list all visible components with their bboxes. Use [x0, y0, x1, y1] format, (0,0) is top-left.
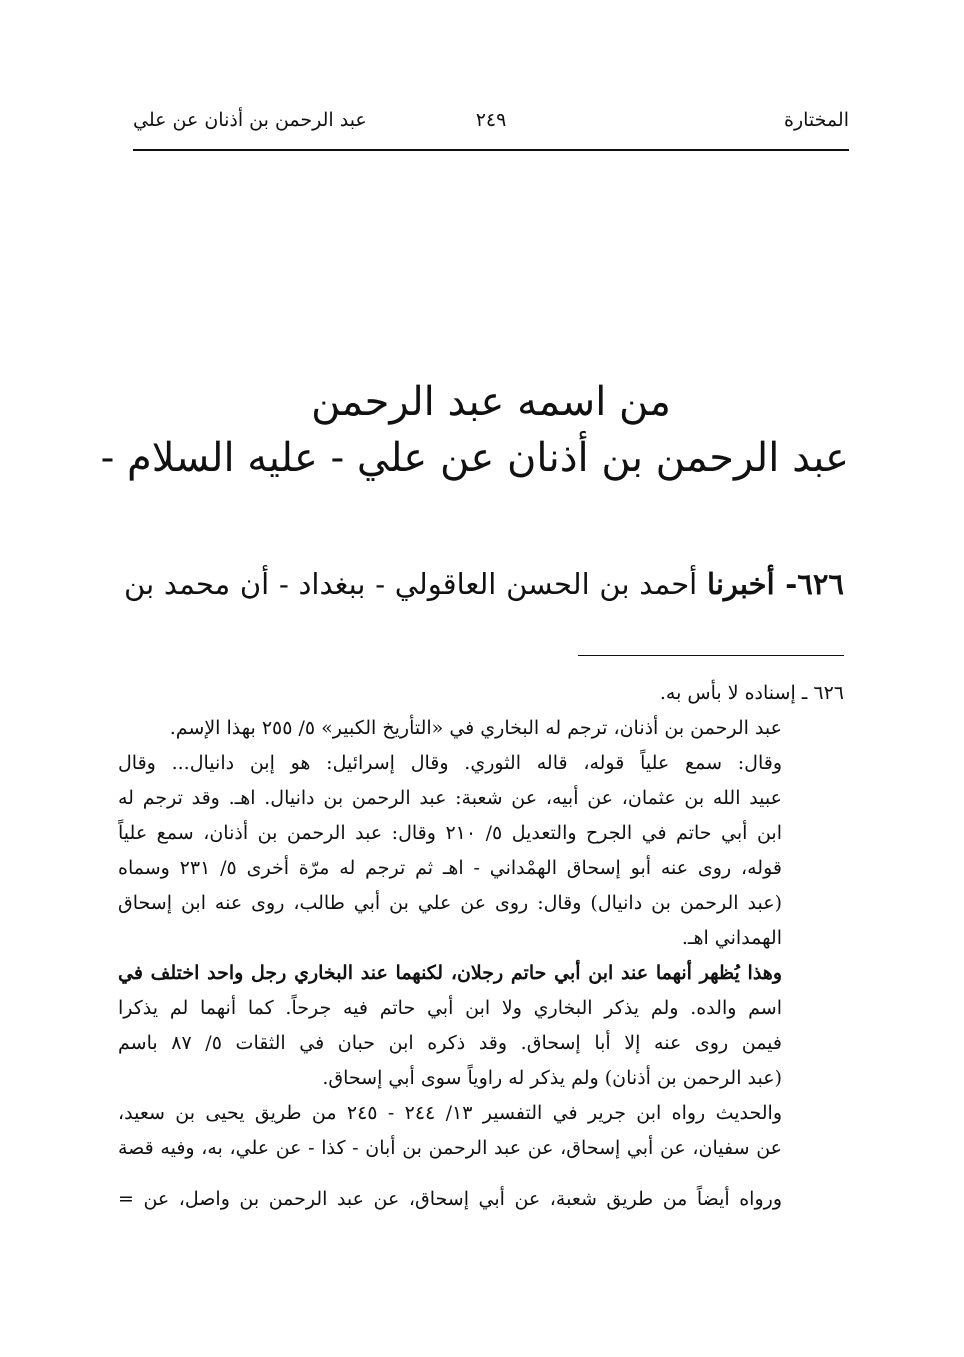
footnote-line: قوله، روى عنه أبو إسحاق الهمْداني - اهـ ثم ترجم له مرّة أخرى ٥/ ٢٣١ وسماه — [118, 857, 782, 879]
page-number: ٢٤٩ — [475, 109, 507, 131]
footnote-line: ورواه أيضاً من طريق شعبة، عن أبي إسحاق، عن عبد الرحمن بن واصل، عن = — [118, 1188, 782, 1210]
footnote-line: ابن أبي حاتم في الجرح والتعديل ٥/ ٢١٠ وقال: عبد الرحمن بن أذنان، سمع علياً — [118, 822, 782, 844]
footnote-line: الهمداني اهـ. — [681, 927, 782, 949]
footnote-line: عبد الرحمن بن أذنان، ترجم له البخاري في «التأريخ الكبير» ٥/ ٢٥٥ بهذا الإسم. — [169, 717, 782, 739]
footnote-line: عبيد الله بن عثمان، عن أبيه، عن شعبة: عبد الرحمن بن دانيال. اهـ. وقد ترجم له — [118, 787, 782, 809]
hadith-number: ٦٢٦- أخبرنا — [706, 567, 845, 601]
running-title: عبد الرحمن بن أذنان عن علي — [133, 109, 367, 131]
footnotes — [118, 676, 844, 1217]
footnote-line: فيمن روى عنه إلا أبا إسحاق. وقد ذكره ابن حبان في الثقات ٥/ ٨٧ باسم — [118, 1032, 783, 1054]
footnote-line: عن سفيان، عن أبي إسحاق، عن عبد الرحمن بن أبان - كذا - عن علي، به، وفيه قصة — [118, 1137, 782, 1159]
footnote-line: اسم والده. ولم يذكر البخاري ولا ابن أبي حاتم فيه جرحاً. كما أنهما لم يذكرا — [118, 997, 782, 1019]
footnote-divider — [578, 655, 844, 656]
hadith-chain: أحمد بن الحسن العاقولي - ببغداد - أن محمد بن — [124, 567, 698, 601]
footnote-line: (عبد الرحمن بن دانيال) وقال: روى عن علي بن أبي طالب، روى عنه ابن إسحاق — [118, 892, 782, 914]
chapter-title: من اسمه عبد الرحمن — [311, 379, 671, 425]
book-title: المختارة — [784, 109, 849, 131]
chapter-subtitle: عبد الرحمن بن أذنان عن علي - عليه السلام - — [100, 435, 849, 481]
footnote-line: وقال: سمع علياً قوله، قاله الثوري. وقال إسرائيل: هو إبن دانيال... وقال — [118, 752, 782, 774]
hadith-text — [124, 562, 844, 606]
footnote-line: ٦٢٦ ـ إسناده لا بأس به. — [659, 682, 844, 704]
footnote-line: (عبد الرحمن بن أذنان) ولم يذكر له راوياً سوى أبي إسحاق. — [322, 1067, 782, 1089]
footnote-line: وهذا يُظهر أنهما عند ابن أبي حاتم رجلان، لكنهما عند البخاري رجل واحد اختلف في — [118, 962, 782, 984]
header-divider — [133, 149, 849, 151]
footnote-line: والحديث رواه ابن جرير في التفسير ١٣/ ٢٤٤ - ٢٤٥ من طريق يحيى بن سعيد، — [118, 1102, 782, 1124]
running-header — [133, 106, 849, 140]
